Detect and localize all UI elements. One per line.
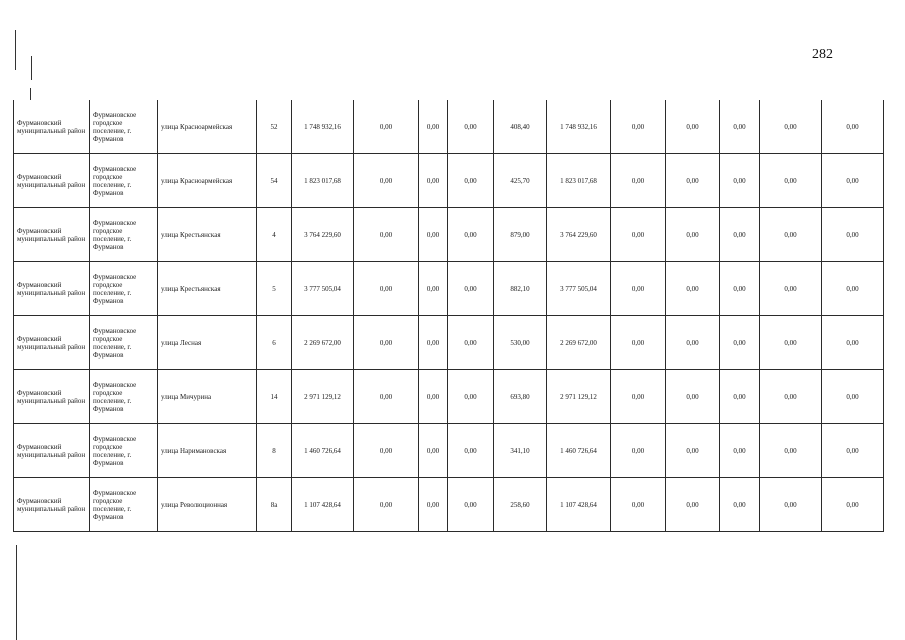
table-cell: улица Революционная [158, 478, 257, 532]
table-cell: Фурмановский муниципальный район [14, 316, 90, 370]
table-cell: 0,00 [666, 208, 720, 262]
table-cell: 0,00 [666, 316, 720, 370]
table-cell: 0,00 [419, 100, 448, 154]
table-cell: 2 269 672,00 [547, 316, 611, 370]
table-cell: 1 460 726,64 [547, 424, 611, 478]
table-row [14, 370, 884, 424]
table-cell: 0,00 [419, 262, 448, 316]
table-cell: улица Крестьянская [158, 208, 257, 262]
table-cell: 258,60 [494, 478, 547, 532]
table-cell: 0,00 [760, 262, 822, 316]
table-cell: 8а [257, 478, 292, 532]
table-cell: Фурмановское городское поселение, г. Фурманов [90, 100, 158, 154]
table-cell: 0,00 [354, 370, 419, 424]
table-cell: 0,00 [760, 478, 822, 532]
table-cell: 5 [257, 262, 292, 316]
table-cell: 0,00 [666, 370, 720, 424]
table-cell: 0,00 [448, 424, 494, 478]
table-cell: 1 748 932,16 [292, 100, 354, 154]
table-cell: 0,00 [666, 424, 720, 478]
table-cell: 0,00 [760, 370, 822, 424]
table-cell: Фурмановское городское поселение, г. Фурманов [90, 424, 158, 478]
table-cell: 3 764 229,60 [547, 208, 611, 262]
table-cell: 0,00 [720, 100, 760, 154]
table-cell: 1 823 017,68 [547, 154, 611, 208]
table-cell: 4 [257, 208, 292, 262]
table-cell: 3 764 229,60 [292, 208, 354, 262]
table-row [14, 100, 884, 154]
table-row [14, 424, 884, 478]
table-cell: улица Мичурина [158, 370, 257, 424]
table-cell: Фурмановский муниципальный район [14, 424, 90, 478]
table-cell: улица Красноармейская [158, 100, 257, 154]
table-cell: 0,00 [720, 154, 760, 208]
table-cell: 0,00 [354, 154, 419, 208]
table-cell: Фурмановское городское поселение, г. Фурманов [90, 316, 158, 370]
table-cell: 0,00 [448, 100, 494, 154]
table-cell: 0,00 [611, 208, 666, 262]
table-cell: 3 777 505,04 [292, 262, 354, 316]
page-number: 282 [812, 47, 833, 62]
table-cell: 14 [257, 370, 292, 424]
table-cell: 0,00 [611, 154, 666, 208]
table-cell: 0,00 [760, 154, 822, 208]
register-table [13, 100, 884, 532]
table-cell: 54 [257, 154, 292, 208]
table-cell: 879,00 [494, 208, 547, 262]
table-row [14, 316, 884, 370]
table-cell: 0,00 [611, 370, 666, 424]
table-cell: Фурмановское городское поселение, г. Фурманов [90, 478, 158, 532]
scan-mark [30, 88, 31, 100]
table-cell: 0,00 [419, 370, 448, 424]
table-cell: 0,00 [720, 208, 760, 262]
table-cell: 0,00 [419, 424, 448, 478]
table-cell: 0,00 [448, 370, 494, 424]
table-cell: 0,00 [666, 478, 720, 532]
table-cell: 0,00 [760, 100, 822, 154]
table-cell: 0,00 [611, 424, 666, 478]
table-cell: 530,00 [494, 316, 547, 370]
table-cell: 0,00 [666, 262, 720, 316]
table-cell: 341,10 [494, 424, 547, 478]
table-cell: 0,00 [354, 100, 419, 154]
table-cell: 0,00 [720, 316, 760, 370]
table-cell: 2 971 129,12 [292, 370, 354, 424]
table-cell: улица Лесная [158, 316, 257, 370]
table-cell: 0,00 [611, 262, 666, 316]
table-cell: 0,00 [760, 208, 822, 262]
table-cell: Фурмановский муниципальный район [14, 478, 90, 532]
table-cell: 0,00 [720, 424, 760, 478]
table-cell: 0,00 [720, 370, 760, 424]
table-cell: 2 269 672,00 [292, 316, 354, 370]
table-cell: 0,00 [354, 424, 419, 478]
scan-mark [31, 56, 32, 80]
table-cell: 0,00 [354, 208, 419, 262]
table-cell: 52 [257, 100, 292, 154]
table-cell: 1 460 726,64 [292, 424, 354, 478]
table-cell: 6 [257, 316, 292, 370]
table-cell: Фурмановское городское поселение, г. Фурманов [90, 370, 158, 424]
table-cell: 0,00 [720, 262, 760, 316]
table-cell: 0,00 [448, 478, 494, 532]
table-cell: Фурмановский муниципальный район [14, 262, 90, 316]
scan-mark [15, 30, 16, 70]
table-cell: 0,00 [760, 424, 822, 478]
table-cell: 1 107 428,64 [292, 478, 354, 532]
table-cell: 0,00 [611, 100, 666, 154]
table-cell: 3 777 505,04 [547, 262, 611, 316]
table-cell: 0,00 [666, 100, 720, 154]
table-cell: 1 107 428,64 [547, 478, 611, 532]
table-cell: 0,00 [611, 316, 666, 370]
table-cell: 408,40 [494, 100, 547, 154]
table-cell: 0,00 [419, 208, 448, 262]
table-cell: 0,00 [822, 154, 884, 208]
table-row [14, 208, 884, 262]
table-cell: Фурмановский муниципальный район [14, 208, 90, 262]
table-row [14, 154, 884, 208]
table-cell: 425,70 [494, 154, 547, 208]
table-cell: 0,00 [822, 262, 884, 316]
table-cell: Фурмановский муниципальный район [14, 100, 90, 154]
table-cell: 0,00 [822, 478, 884, 532]
table-cell: 0,00 [666, 154, 720, 208]
table-row [14, 262, 884, 316]
table-cell: 0,00 [822, 100, 884, 154]
table-cell: улица Наримановская [158, 424, 257, 478]
table-cell: 0,00 [354, 478, 419, 532]
table-cell: улица Крестьянская [158, 262, 257, 316]
table-cell: 0,00 [354, 262, 419, 316]
table-cell: 0,00 [448, 208, 494, 262]
table-cell: 2 971 129,12 [547, 370, 611, 424]
table-row [14, 478, 884, 532]
table-cell: 0,00 [448, 316, 494, 370]
table-cell: 1 748 932,16 [547, 100, 611, 154]
table-cell: 0,00 [822, 208, 884, 262]
table-cell: 0,00 [354, 316, 419, 370]
table-cell: 8 [257, 424, 292, 478]
table-cell: 1 823 017,68 [292, 154, 354, 208]
table-cell: улица Красноармейская [158, 154, 257, 208]
table-cell: 0,00 [822, 424, 884, 478]
table-cell: 0,00 [448, 154, 494, 208]
scan-mark [16, 545, 17, 640]
table-cell: Фурмановское городское поселение, г. Фурманов [90, 262, 158, 316]
table-cell: 0,00 [822, 316, 884, 370]
table-cell: Фурмановское городское поселение, г. Фурманов [90, 154, 158, 208]
table-cell: 0,00 [448, 262, 494, 316]
table-cell: 0,00 [822, 370, 884, 424]
table-cell: Фурмановское городское поселение, г. Фурманов [90, 208, 158, 262]
table-cell: Фурмановский муниципальный район [14, 370, 90, 424]
table-cell: 693,80 [494, 370, 547, 424]
table-cell: 0,00 [720, 478, 760, 532]
table-cell: 0,00 [419, 154, 448, 208]
table-cell: 0,00 [611, 478, 666, 532]
table-cell: 0,00 [419, 478, 448, 532]
table-cell: 882,10 [494, 262, 547, 316]
table-cell: 0,00 [760, 316, 822, 370]
table-cell: Фурмановский муниципальный район [14, 154, 90, 208]
table-cell: 0,00 [419, 316, 448, 370]
